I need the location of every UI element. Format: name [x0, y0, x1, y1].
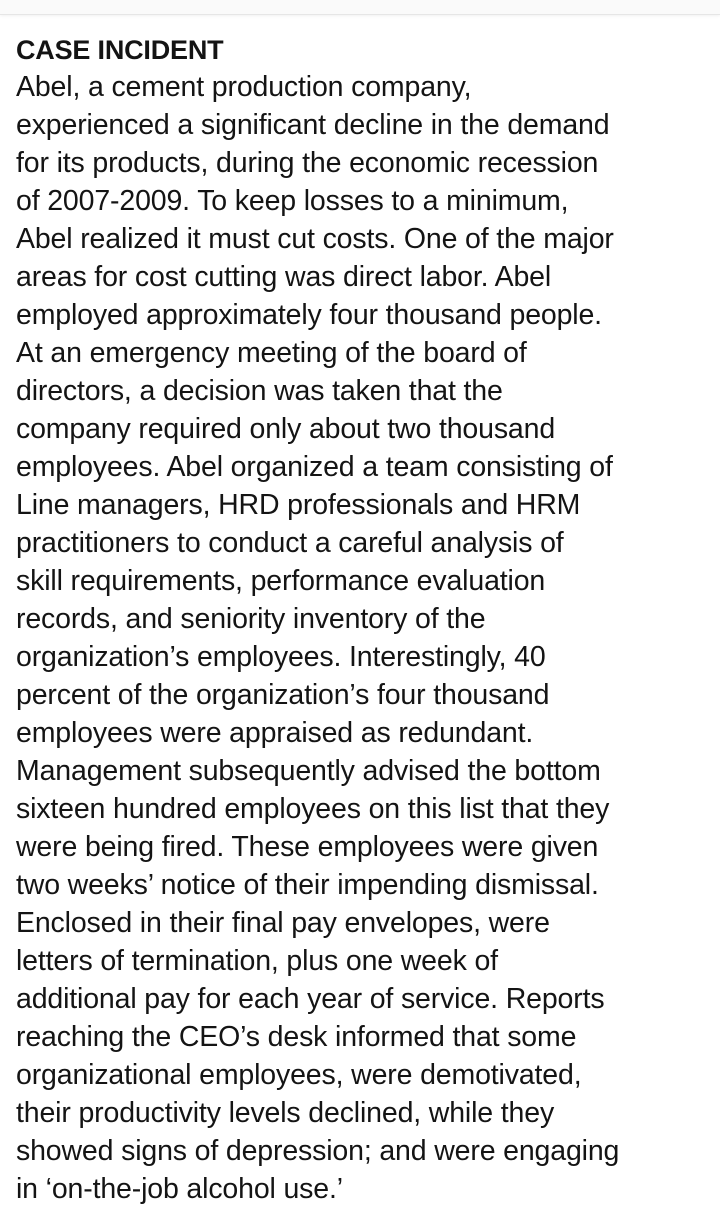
text-line: employees. Abel organized a team consisting of: [16, 451, 613, 483]
text-line: employees were appraised as redundant.: [16, 717, 534, 749]
text-line: their productivity levels declined, while they: [16, 1097, 555, 1129]
text-line: for its products, during the economic recession: [16, 147, 599, 179]
text-line: Abel realized it must cut costs. One of the major: [16, 223, 614, 255]
text-line: sixteen hundred employees on this list that they: [16, 793, 610, 825]
top-bar: [0, 0, 720, 15]
text-line: company required only about two thousand: [16, 413, 556, 445]
text-line: showed signs of depression; and were engaging: [16, 1135, 620, 1167]
text-line: of 2007-2009. To keep losses to a minimum,: [16, 185, 569, 217]
text-line: employed approximately four thousand people.: [16, 299, 602, 331]
text-line: Abel, a cement production company,: [16, 71, 472, 103]
text-line: Enclosed in their final pay envelopes, were: [16, 907, 550, 939]
document-body: [16, 32, 712, 1208]
document-title: CASE INCIDENT: [16, 35, 224, 65]
text-line: records, and seniority inventory of the: [16, 603, 486, 635]
text-line: additional pay for each year of service. Reports: [16, 983, 605, 1015]
text-line: areas for cost cutting was direct labor. Abel: [16, 261, 552, 293]
text-line: organizational employees, were demotivated,: [16, 1059, 582, 1091]
text-line: reaching the CEO’s desk informed that some: [16, 1021, 577, 1053]
text-line: experienced a significant decline in the demand: [16, 109, 610, 141]
text-line: At an emergency meeting of the board of: [16, 337, 527, 369]
text-line: letters of termination, plus one week of: [16, 945, 498, 977]
text-line: two weeks’ notice of their impending dismissal.: [16, 869, 599, 901]
text-line: in ‘on-the-job alcohol use.’: [16, 1173, 343, 1205]
text-line: directors, a decision was taken that the: [16, 375, 503, 407]
text-line: were being fired. These employees were given: [16, 831, 599, 863]
text-line: percent of the organization’s four thousand: [16, 679, 550, 711]
text-line: skill requirements, performance evaluation: [16, 565, 546, 597]
text-line: Line managers, HRD professionals and HRM: [16, 489, 581, 521]
text-line: Management subsequently advised the bottom: [16, 755, 601, 787]
text-line: organization’s employees. Interestingly, 40: [16, 641, 546, 673]
text-line: practitioners to conduct a careful analysis of: [16, 527, 564, 559]
